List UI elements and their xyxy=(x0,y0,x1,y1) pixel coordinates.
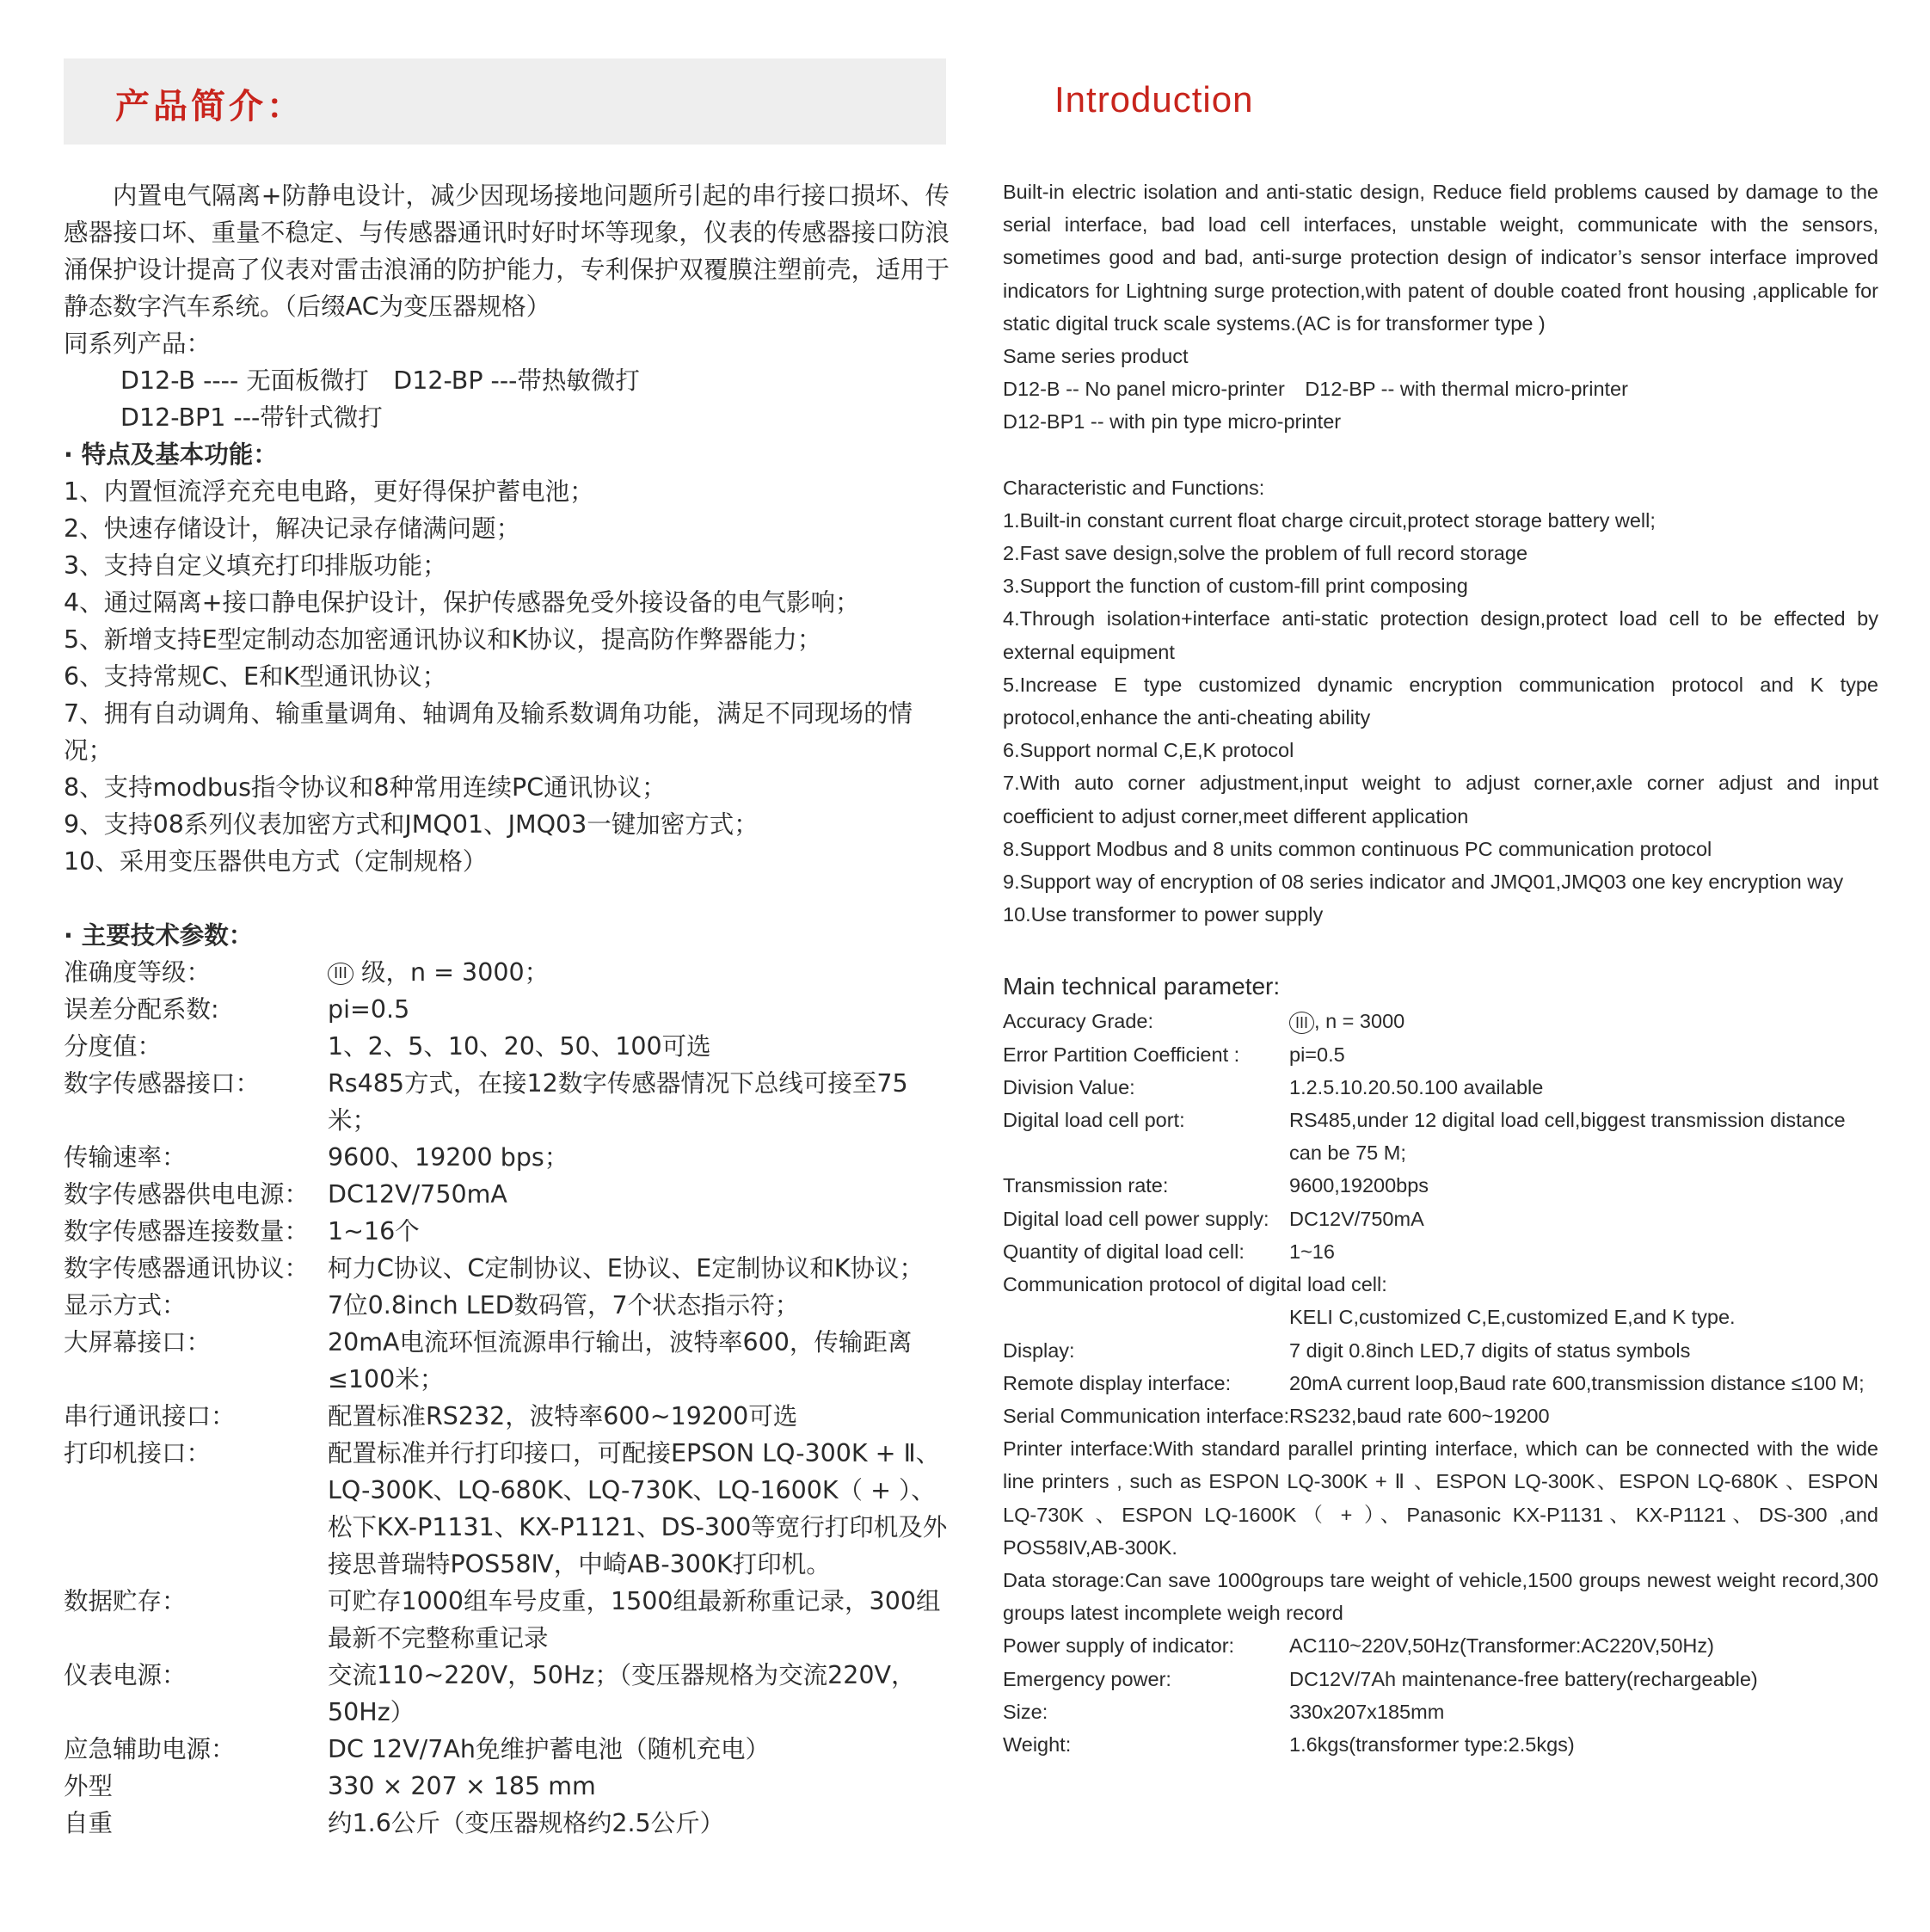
param-key: Remote display interface: xyxy=(1003,1371,1232,1394)
chinese-feature-item: 4、通过隔离+接口静电保护设计，保护传感器免受外接设备的电气影响； xyxy=(64,588,860,617)
english-series-label: Same series product xyxy=(1003,345,1189,368)
param-value: Rs485方式，在接12数字传感器情况下总线可接至75米； xyxy=(328,1069,908,1135)
english-serial-interface: Serial Communication interface:RS232,baud rate 600~19200 xyxy=(1003,1404,1550,1427)
param-value: 配置标准并行打印接口，可配接EPSON LQ-300K + Ⅱ、LQ-300K、LQ-680K、LQ-730K、LQ-1600K（ + ）、松下KX-P1131、KX-P1121、DS-300等宽行打印机及外接思普瑞特POS58Ⅳ，中崎AB-300K打印机。 xyxy=(328,1439,948,1578)
english-feature-item: 8.Support Modbus and 8 units common continuous PC communication protocol xyxy=(1003,837,1712,860)
param-value: 20mA current loop,Baud rate 600,transmission distance ≤100 M; xyxy=(1289,1371,1865,1394)
param-value: 配置标准RS232，波特率600~19200可选 xyxy=(328,1402,798,1431)
chinese-param-row xyxy=(64,1657,950,1731)
param-key: 传输速率： xyxy=(64,1143,187,1172)
param-value: DC12V/750mA xyxy=(328,1180,507,1209)
chinese-feature-item: 2、快速存储设计，解决记录存储满问题； xyxy=(64,514,521,543)
param-value: 1.2.5.10.20.50.100 available xyxy=(1289,1075,1544,1098)
chinese-series-line-2: D12-BP1 ---带针式微打 xyxy=(120,403,383,432)
english-series-line-1: D12-B -- No panel micro-printer D12-BP -- with thermal micro-printer xyxy=(1003,378,1628,401)
english-feature-item: 5.Increase E type customized dynamic encryption communication protocol and K type protocol,enhance the anti-cheating ability xyxy=(1003,673,1878,729)
param-key: 仪表电源： xyxy=(64,1661,187,1689)
param-value: 9600,19200bps xyxy=(1289,1174,1429,1197)
english-intro: Built-in electric isolation and anti-static design, Reduce field problems caused by damage to the serial interface, bad load cell interfaces, unstable weight, communicate with the sensors, sometimes good and bad, anti-surge protection design of indicator’s sensor interface improved indicators for Lightning surge protection,with patent of double coated front housing ,applicable for static digital truck scale systems.(AC is for transformer type ) xyxy=(1003,181,1878,335)
chinese-param-row xyxy=(64,1250,950,1287)
english-params-heading: Main technical parameter: xyxy=(1003,973,1281,1000)
chinese-feature-item: 8、支持modbus指令协议和8种常用连续PC通讯协议； xyxy=(64,773,667,802)
english-printer-interface: Printer interface:With standard parallel printing interface, which can be connected with the wide line printers , such as ESPON LQ-300K + Ⅱ 、ESPON LQ-300K、ESPON LQ-680K 、ESPON LQ-730K 、ESPON LQ-1600K（ + ）、Panasonic KX-P1131、KX-P1121、DS-300 ,and POS58IV,AB-300K. xyxy=(1003,1437,1878,1559)
param-key: Emergency power: xyxy=(1003,1667,1171,1690)
param-value: 1.6kgs(transformer type:2.5kgs) xyxy=(1289,1732,1575,1756)
english-param-row xyxy=(1003,1629,1878,1662)
english-param-row xyxy=(1003,1334,1878,1367)
chinese-title: 产品简介： xyxy=(115,87,304,126)
param-value: 1、2、5、10、20、50、100可选 xyxy=(328,1032,711,1061)
english-param-row xyxy=(1003,1367,1878,1400)
chinese-column xyxy=(64,177,950,1842)
param-value: 7 digit 0.8inch LED,7 digits of status symbols xyxy=(1289,1338,1691,1362)
param-value: DC12V/7Ah maintenance-free battery(rechargeable) xyxy=(1289,1667,1758,1690)
param-key: 准确度等级： xyxy=(64,958,212,987)
param-key: 应急辅助电源： xyxy=(64,1735,236,1763)
param-value xyxy=(1289,1005,1878,1037)
english-title: Introduction xyxy=(1054,79,1254,120)
param-value: 可贮存1000组车号皮重，1500组最新称重记录，300组最新不完整称重记录 xyxy=(328,1587,941,1652)
param-value: 330x207x185mm xyxy=(1289,1700,1445,1723)
english-features-heading: Characteristic and Functions: xyxy=(1003,476,1265,499)
param-value: DC 12V/7Ah免维护蓄电池（随机充电） xyxy=(328,1735,770,1763)
param-key: Digital load cell power supply: xyxy=(1003,1207,1269,1230)
param-value: 7位0.8inch LED数码管，7个状态指示符； xyxy=(328,1291,800,1320)
param-key: 打印机接口： xyxy=(64,1439,212,1467)
param-key: Accuracy Grade: xyxy=(1003,1010,1154,1033)
param-key: 自重 xyxy=(64,1809,114,1837)
param-key: 串行通讯接口： xyxy=(64,1402,236,1431)
chinese-series-label: 同系列产品： xyxy=(64,329,212,358)
param-value xyxy=(328,954,950,991)
param-key: Digital load cell port: xyxy=(1003,1109,1185,1132)
english-feature-item: 1.Built-in constant current float charge circuit,protect storage battery well; xyxy=(1003,508,1656,532)
param-key: 外型 xyxy=(64,1772,114,1800)
param-key: Error Partition Coefficient : xyxy=(1003,1043,1240,1066)
english-param-row xyxy=(1003,1235,1878,1268)
chinese-param-row xyxy=(64,1731,950,1768)
english-param-row xyxy=(1003,1038,1878,1071)
chinese-param-row xyxy=(64,1768,950,1805)
chinese-param-row xyxy=(64,1435,950,1583)
param-key: Quantity of digital load cell: xyxy=(1003,1240,1245,1263)
param-value: 柯力C协议、C定制协议、E协议、E定制协议和K协议； xyxy=(328,1254,925,1283)
chinese-param-row xyxy=(64,1324,950,1398)
param-value: RS485,under 12 digital load cell,biggest transmission distance can be 75 M; xyxy=(1289,1109,1846,1165)
english-param-row xyxy=(1003,1104,1878,1169)
chinese-series-line-1: D12-B ---- 无面板微打 D12-BP ---带热敏微打 xyxy=(120,366,640,395)
param-key: 数字传感器连接数量： xyxy=(64,1217,310,1246)
english-feature-item: 6.Support normal C,E,K protocol xyxy=(1003,739,1294,762)
accuracy-grade-symbol: III xyxy=(328,963,353,985)
param-key: Weight: xyxy=(1003,1732,1072,1756)
english-param-row xyxy=(1003,1301,1878,1333)
param-value: 1~16个 xyxy=(328,1217,420,1246)
param-value: DC12V/750mA xyxy=(1289,1207,1424,1230)
param-value-text: 级，n = 3000； xyxy=(361,958,550,987)
chinese-feature-item: 10、采用变压器供电方式（定制规格） xyxy=(64,847,488,876)
param-key: 数字传感器供电电源： xyxy=(64,1180,310,1209)
english-param-row xyxy=(1003,1663,1878,1695)
param-key: 大屏幕接口： xyxy=(64,1328,212,1357)
param-key: 数字传感器接口： xyxy=(64,1069,261,1098)
english-param-row xyxy=(1003,1695,1878,1728)
chinese-feature-item: 6、支持常规C、E和K型通讯协议； xyxy=(64,662,447,691)
param-key: 数字传感器通讯协议： xyxy=(64,1254,310,1283)
english-series-line-2: D12-BP1 -- with pin type micro-printer xyxy=(1003,410,1342,434)
english-feature-item: 4.Through isolation+interface anti-static protection design,protect load cell to be effected by external equipment xyxy=(1003,607,1878,663)
chinese-feature-item: 1、内置恒流浮充充电电路，更好得保护蓄电池； xyxy=(64,477,594,506)
chinese-param-row xyxy=(64,1176,950,1213)
chinese-params-heading: · 主要技术参数： xyxy=(64,921,254,950)
chinese-param-row xyxy=(64,1139,950,1176)
english-param-row xyxy=(1003,1728,1878,1761)
param-key: Power supply of indicator: xyxy=(1003,1634,1235,1658)
english-column xyxy=(1003,175,1878,1761)
chinese-intro: 内置电气隔离+防静电设计，减少因现场接地问题所引起的串行接口损坏、传感器接口坏、重量不稳定、与传感器通讯时好时坏等现象，仪表的传感器接口防浪涌保护设计提高了仪表对雷击浪涌的防护能力，专利保护双覆膜注塑前壳，适用于静态数字汽车系统。（后缀AC为变压器规格） xyxy=(64,182,950,321)
english-feature-item: 2.Fast save design,solve the problem of full record storage xyxy=(1003,542,1528,565)
english-param-row xyxy=(1003,1005,1878,1037)
param-value: 1~16 xyxy=(1289,1240,1335,1263)
english-param-row xyxy=(1003,1071,1878,1104)
chinese-feature-item: 9、支持08系列仪表加密方式和JMQ01、JMQ03一键加密方式； xyxy=(64,810,759,839)
english-feature-item: 10.Use transformer to power supply xyxy=(1003,903,1324,926)
chinese-param-row xyxy=(64,1398,950,1435)
param-key: 数据贮存： xyxy=(64,1587,187,1615)
param-value: 20mA电流环恒流源串行输出，波特率600，传输距离≤100米； xyxy=(328,1328,913,1394)
english-feature-item: 7.With auto corner adjustment,input weight to adjust corner,axle corner adjust and input coefficient to adjust corner,meet different application xyxy=(1003,772,1878,828)
param-key: Division Value: xyxy=(1003,1075,1135,1098)
param-value: KELI C,customized C,E,customized E,and K type. xyxy=(1289,1306,1736,1329)
chinese-param-row xyxy=(64,1213,950,1250)
english-param-row xyxy=(1003,1203,1878,1235)
chinese-param-row xyxy=(64,1805,950,1842)
param-value-text: , n = 3000 xyxy=(1314,1010,1405,1033)
param-value: pi=0.5 xyxy=(1289,1043,1345,1066)
chinese-param-row xyxy=(64,1583,950,1657)
chinese-feature-item: 7、拥有自动调角、输重量调角、轴调角及输系数调角功能，满足不同现场的情况； xyxy=(64,699,913,765)
param-value: 9600、19200 bps； xyxy=(328,1143,569,1172)
chinese-param-row xyxy=(64,1065,950,1139)
param-value: pi=0.5 xyxy=(328,995,410,1024)
chinese-feature-item: 3、支持自定义填充打印排版功能； xyxy=(64,551,447,580)
english-feature-item: 9.Support way of encryption of 08 series indicator and JMQ01,JMQ03 one key encryption way xyxy=(1003,871,1844,894)
chinese-feature-item: 5、新增支持E型定制动态加密通讯协议和K协议，提高防作弊器能力； xyxy=(64,625,822,654)
english-data-storage: Data storage:Can save 1000groups tare weight of vehicle,1500 groups newest weight record,300 groups latest incomplete weigh record xyxy=(1003,1568,1878,1625)
english-feature-item: 3.Support the function of custom-fill print composing xyxy=(1003,575,1468,598)
param-value: AC110~220V,50Hz(Transformer:AC220V,50Hz) xyxy=(1289,1634,1714,1658)
param-key: Size: xyxy=(1003,1700,1048,1723)
param-key: Communication protocol of digital load cell: xyxy=(1003,1273,1387,1296)
param-key: 误差分配系数: xyxy=(64,995,219,1024)
english-param-row xyxy=(1003,1169,1878,1202)
param-value: 约1.6公斤（变压器规格约2.5公斤） xyxy=(328,1809,725,1837)
chinese-param-row xyxy=(64,991,950,1028)
accuracy-grade-symbol: III xyxy=(1289,1012,1314,1034)
chinese-param-row xyxy=(64,954,950,991)
chinese-param-row xyxy=(64,1028,950,1065)
chinese-features-heading: · 特点及基本功能： xyxy=(64,440,278,469)
param-value: 330 × 207 × 185 mm xyxy=(328,1772,596,1800)
chinese-param-row xyxy=(64,1287,950,1324)
param-key: 显示方式： xyxy=(64,1291,187,1320)
param-value: 交流110~220V，50Hz；（变压器规格为交流220V，50Hz） xyxy=(328,1661,916,1726)
param-key: Transmission rate: xyxy=(1003,1174,1169,1197)
param-key: 分度值： xyxy=(64,1032,163,1061)
param-key: Display: xyxy=(1003,1338,1075,1362)
